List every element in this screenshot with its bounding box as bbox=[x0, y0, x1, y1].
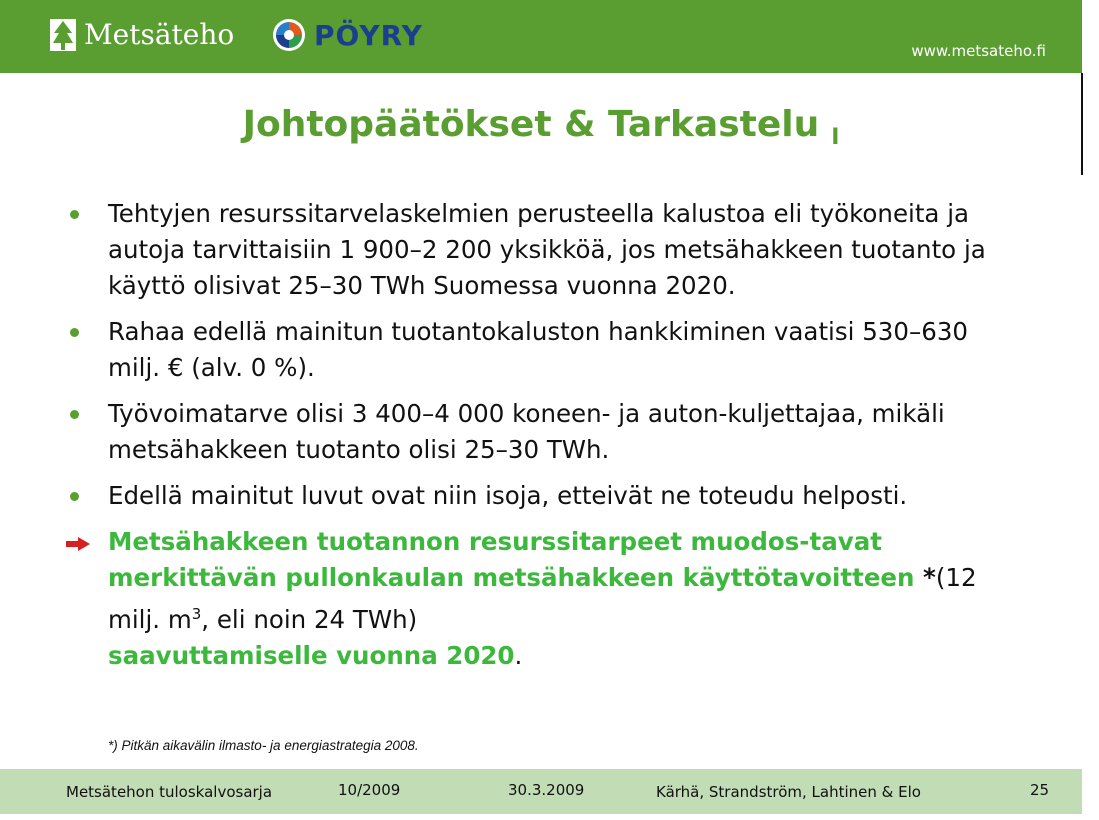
footer-authors: Kärhä, Strandström, Lahtinen & Elo bbox=[656, 783, 921, 801]
conclusion-value-text: (12 milj. m bbox=[108, 563, 977, 635]
footnote: *) Pitkän aikavälin ilmasto- ja energiastrategia 2008. bbox=[108, 738, 419, 753]
superscript-3: 3 bbox=[191, 605, 202, 623]
conclusion-highlight-text: Metsähakkeen tuotannon resurssitarpeet muodos-tavat merkittävän pullonkaulan metsähakkeen käyttötavoitteen bbox=[108, 527, 915, 592]
bullet-dot-icon bbox=[70, 328, 79, 337]
bullet-text: Tehtyjen resurssitarvelaskelmien perusteella kalustoa eli työkoneita ja autoja tarvittaisiin 1 900–2 200 yksikköä, jos metsähakkeen tuotanto ja käyttö olisivat 25–30 TWh Suomessa vuonna 2020. bbox=[108, 199, 986, 300]
bullet-text: Edellä mainitut luvut ovat niin isoja, etteivät ne toteudu helposti. bbox=[108, 481, 908, 510]
footer-date: 30.3.2009 bbox=[508, 781, 585, 799]
bullet-text: Rahaa edellä mainitun tuotantokaluston hankkiminen vaatisi 530–630 milj. € (alv. 0 %). bbox=[108, 317, 968, 382]
conclusion-bullet bbox=[64, 524, 1024, 674]
slide-title-main: Johtopäätökset & Tarkastelu bbox=[242, 104, 820, 145]
bullet-list bbox=[64, 196, 1024, 684]
poyry-logo bbox=[272, 18, 423, 52]
bullet-item bbox=[64, 478, 1024, 514]
poyry-logo-text: PÖYRY bbox=[314, 18, 423, 52]
slide-title bbox=[0, 104, 1082, 150]
conclusion-value-text-end: , eli noin 24 TWh) bbox=[201, 605, 418, 635]
bullet-text: Työvoimatarve olisi 3 400–4 000 koneen- ja auton-kuljettajaa, mikäli metsähakkeen tuotanto olisi 25–30 TWh. bbox=[108, 399, 945, 464]
metsateho-logo-text: Metsäteho bbox=[84, 18, 235, 51]
bullet-item bbox=[64, 396, 1024, 468]
bullet-item bbox=[64, 196, 1024, 304]
asterisk-mark: * bbox=[914, 563, 936, 592]
header-bar bbox=[0, 0, 1082, 73]
bullet-dot-icon bbox=[70, 410, 79, 419]
footer-series: Metsätehon tuloskalvosarja bbox=[66, 783, 273, 801]
tree-logo-icon bbox=[50, 19, 76, 51]
footer-number: 10/2009 bbox=[338, 781, 401, 799]
footer-page-number: 25 bbox=[1030, 781, 1050, 799]
slide-title-part-number: I bbox=[831, 125, 840, 150]
footer-bar bbox=[0, 769, 1082, 814]
conclusion-highlight-text-end: saavuttamiselle vuonna 2020 bbox=[108, 641, 515, 671]
poyry-swirl-icon bbox=[272, 18, 306, 52]
bullet-item bbox=[64, 314, 1024, 386]
website-url[interactable]: www.metsateho.fi bbox=[911, 42, 1046, 60]
bullet-dot-icon bbox=[70, 492, 79, 501]
red-arrow-icon bbox=[66, 537, 90, 551]
metsateho-logo bbox=[50, 18, 234, 51]
bullet-dot-icon bbox=[70, 210, 79, 219]
conclusion-period: . bbox=[514, 641, 523, 671]
